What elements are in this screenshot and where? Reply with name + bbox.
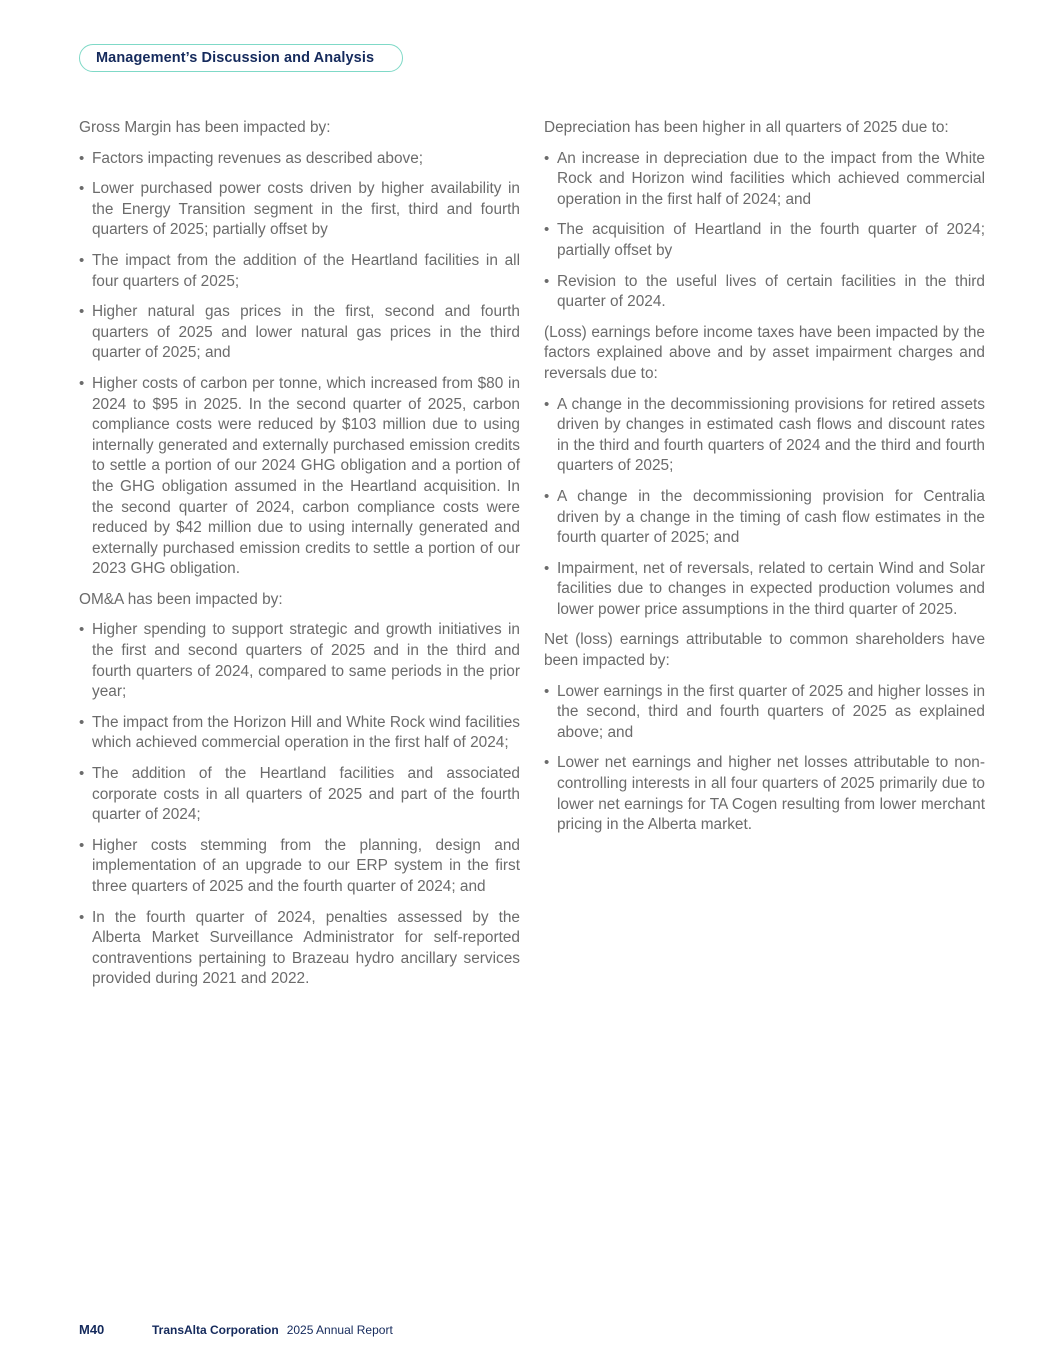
bullet-icon: • — [79, 180, 85, 198]
bullet-icon: • — [79, 765, 85, 783]
bullet-icon: • — [544, 682, 550, 700]
gross-margin-list — [79, 149, 520, 580]
bullet-icon: • — [79, 149, 85, 167]
bullet-icon: • — [79, 303, 85, 321]
depreciation-list — [544, 149, 985, 313]
bullet-icon: • — [544, 272, 550, 290]
list-item: • The addition of the Heartland facilities and associated corporate costs in all quarters of 2025 and part of the fourth quarter of 2024; — [79, 765, 520, 824]
net-earnings-list — [544, 682, 985, 836]
oma-list — [79, 620, 520, 990]
list-item: • A change in the decommissioning provisions for retired assets driven by changes in estimated cash flows and discount rates in the third and fourth quarters of 2024 and the third and fourth quarters of 2025; — [544, 395, 985, 475]
right-column — [544, 118, 985, 846]
bullet-icon: • — [544, 754, 550, 772]
bullet-icon: • — [544, 221, 550, 239]
left-column — [79, 118, 520, 1000]
ebt-list — [544, 395, 985, 621]
section-title: Management’s Discussion and Analysis — [96, 50, 375, 66]
bullet-icon: • — [544, 149, 550, 167]
bullet-icon: • — [79, 836, 85, 854]
section-title-pill — [79, 44, 403, 72]
list-item: • A change in the decommissioning provision for Centralia driven by a change in the timing of cash flow estimates in the fourth quarter of 2025; and — [544, 487, 985, 547]
list-item: • Higher costs of carbon per tonne, which increased from $80 in 2024 to $95 in 2025. In the second quarter of 2025, carbon compliance costs were reduced by $103 million due to using internally generated and externally purchased emission credits to settle a portion of our 2024 GHG obligation and a portion of the GHG obligation assumed in the Heartland acquisition. In the second quarter of 2024, carbon compliance costs were reduced by $42 million due to using internally generated and externally purchased emission credits to settle a portion of our 2023 GHG obligation. — [79, 374, 520, 578]
bullet-icon: • — [544, 487, 550, 505]
list-item: • Revision to the useful lives of certain facilities in the third quarter of 2024. — [544, 272, 985, 311]
list-item: • Impairment, net of reversals, related to certain Wind and Solar facilities due to changes in expected production volumes and lower power price assumptions in the third quarter of 2025. — [544, 559, 985, 618]
list-item: • An increase in depreciation due to the impact from the White Rock and Horizon wind facilities which achieved commercial operation in the first half of 2024; and — [544, 149, 985, 208]
bullet-icon: • — [544, 559, 550, 577]
list-item: • In the fourth quarter of 2024, penalties assessed by the Alberta Market Surveillance Administrator for self-reported contraventions pertaining to Brazeau hydro ancillary services provided during 2021 and 2022. — [79, 908, 520, 988]
net-earnings-intro: Net (loss) earnings attributable to common shareholders have been impacted by: — [544, 631, 985, 670]
bullet-icon: • — [79, 908, 85, 926]
bullet-icon: • — [79, 374, 85, 392]
list-item: • Higher natural gas prices in the first, second and fourth quarters of 2025 and lower natural gas prices in the third quarter of 2025; and — [79, 303, 520, 362]
list-item: • Higher spending to support strategic and growth initiatives in the first and second quarters of 2025 and in the third and fourth quarters of 2024, compared to same periods in the prior year; — [79, 621, 520, 701]
depreciation-intro: Depreciation has been higher in all quarters of 2025 due to: — [544, 119, 949, 136]
bullet-icon: • — [544, 395, 550, 413]
list-item: • The impact from the addition of the Heartland facilities in all four quarters of 2025; — [79, 251, 520, 290]
list-item: • The impact from the Horizon Hill and White Rock wind facilities which achieved commercial operation in the first half of 2024; — [79, 713, 520, 752]
company-name: TransAlta Corporation — [152, 1323, 279, 1337]
gross-margin-intro: Gross Margin has been impacted by: — [79, 119, 331, 136]
ebt-intro: (Loss) earnings before income taxes have been impacted by the factors explained above and by asset impairment charges and reversals due to: — [544, 323, 985, 382]
page-number: M40 — [79, 1322, 105, 1337]
list-item: • Higher costs stemming from the planning, design and implementation of an upgrade to our ERP system in the first three quarters of 2025 and the fourth quarter of 2024; and — [79, 836, 520, 895]
list-item: • The acquisition of Heartland in the fourth quarter of 2024; partially offset by — [544, 221, 985, 259]
list-item: • Factors impacting revenues as described above; — [79, 149, 520, 170]
report-title: 2025 Annual Report — [286, 1323, 393, 1337]
bullet-icon: • — [79, 713, 85, 731]
bullet-icon: • — [79, 621, 85, 639]
oma-intro: OM&A has been impacted by: — [79, 590, 283, 608]
bullet-icon: • — [79, 251, 85, 269]
page-footer — [79, 1321, 393, 1339]
list-item: • Lower earnings in the first quarter of 2025 and higher losses in the second, third and fourth quarters of 2025 as explained above; and — [544, 682, 985, 741]
list-item: • Lower net earnings and higher net losses attributable to non-controlling interests in all four quarters of 2025 primarily due to lower net earnings for TA Cogen resulting from lower merchant pricing in the Alberta market. — [544, 754, 985, 834]
list-item: • Lower purchased power costs driven by higher availability in the Energy Transition segment in the first, third and fourth quarters of 2025; partially offset by — [79, 180, 520, 239]
